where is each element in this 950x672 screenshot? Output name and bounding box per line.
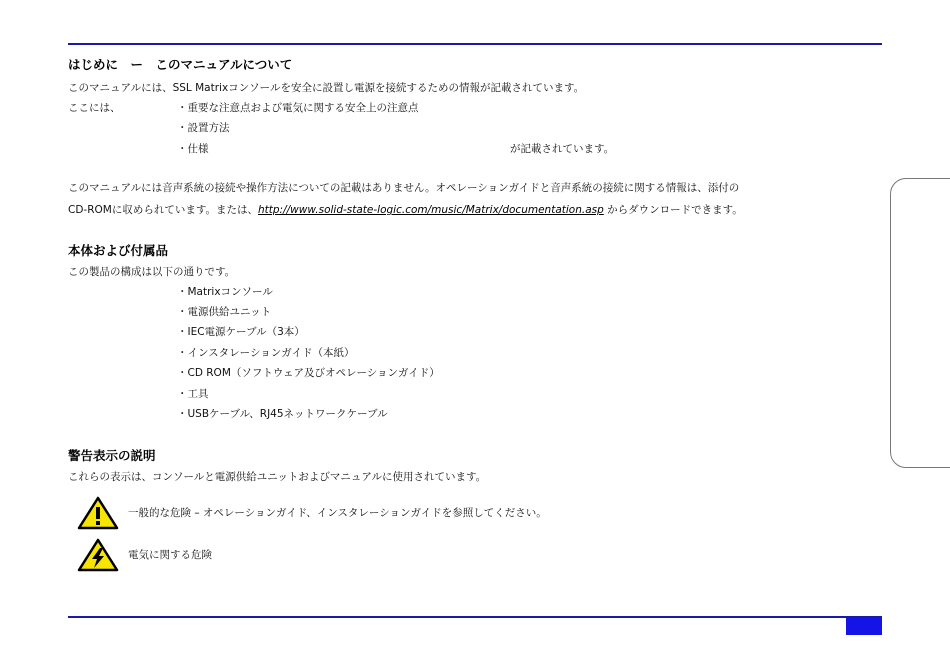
documentation-link[interactable]: http://www.solid-state-logic.com/music/Matrix/documentation.asp <box>258 204 604 216</box>
general-hazard-icon <box>77 496 119 530</box>
intro-para2-post: からダウンロードできます。 <box>603 204 743 216</box>
warnings-heading: 警告表示の説明 <box>68 448 156 463</box>
bottom-rule <box>68 616 882 618</box>
contents-item: ・ IEC電源ケーブル（3本） <box>177 325 305 339</box>
electrical-hazard-icon <box>77 538 119 572</box>
contents-item: ・ CD ROM（ソフトウェア及びオペレーションガイド） <box>177 366 440 380</box>
top-rule <box>68 43 882 45</box>
page-marker <box>846 618 882 635</box>
intro-para2-line2 <box>68 203 743 217</box>
intro-line1: このマニュアルには、SSL Matrixコンソールを安全に設置し電源を接続するための情報が記載されています。 <box>68 82 585 94</box>
contents-lead: この製品の構成は以下の通りです。 <box>68 266 236 278</box>
intro-item-safety: ・ 重要な注意点および電気に関する安全上の注意点 <box>177 101 419 115</box>
intro-label: ここには、 <box>68 102 121 114</box>
contents-item: ・ 電源供給ユニット <box>177 305 271 319</box>
contents-item: ・ 工具 <box>177 387 209 401</box>
intro-item-installation: ・ 設置方法 <box>177 121 230 135</box>
contents-item: ・ Matrixコンソール <box>177 285 273 299</box>
contents-item: ・ インスタレーションガイド（本紙） <box>177 346 354 360</box>
intro-para2-pre: CD-ROMに収められています。または、 <box>68 204 258 216</box>
warning-general-text: 一般的な危険 – オペレーションガイド、インスタレーションガイドを参照してください。 <box>128 507 547 519</box>
contents-item: ・ USBケーブル、RJ45ネットワークケーブル <box>177 407 388 421</box>
intro-trailing: が記載されています。 <box>510 143 615 155</box>
side-tab <box>890 178 950 468</box>
warnings-lead: これらの表示は、コンソールと電源供給ユニットおよびマニュアルに使用されています。 <box>68 471 487 483</box>
warning-electric-text: 電気に関する危険 <box>128 549 212 561</box>
intro-item-specs: ・ 仕様 <box>177 142 209 156</box>
intro-heading: はじめに ー このマニュアルについて <box>68 57 293 72</box>
intro-para2-line1: このマニュアルには音声系統の接続や操作方法についての記載はありません。オペレーションガイドと音声系統の接続に関する情報は、添付の <box>68 182 740 194</box>
contents-heading: 本体および付属品 <box>68 243 169 258</box>
